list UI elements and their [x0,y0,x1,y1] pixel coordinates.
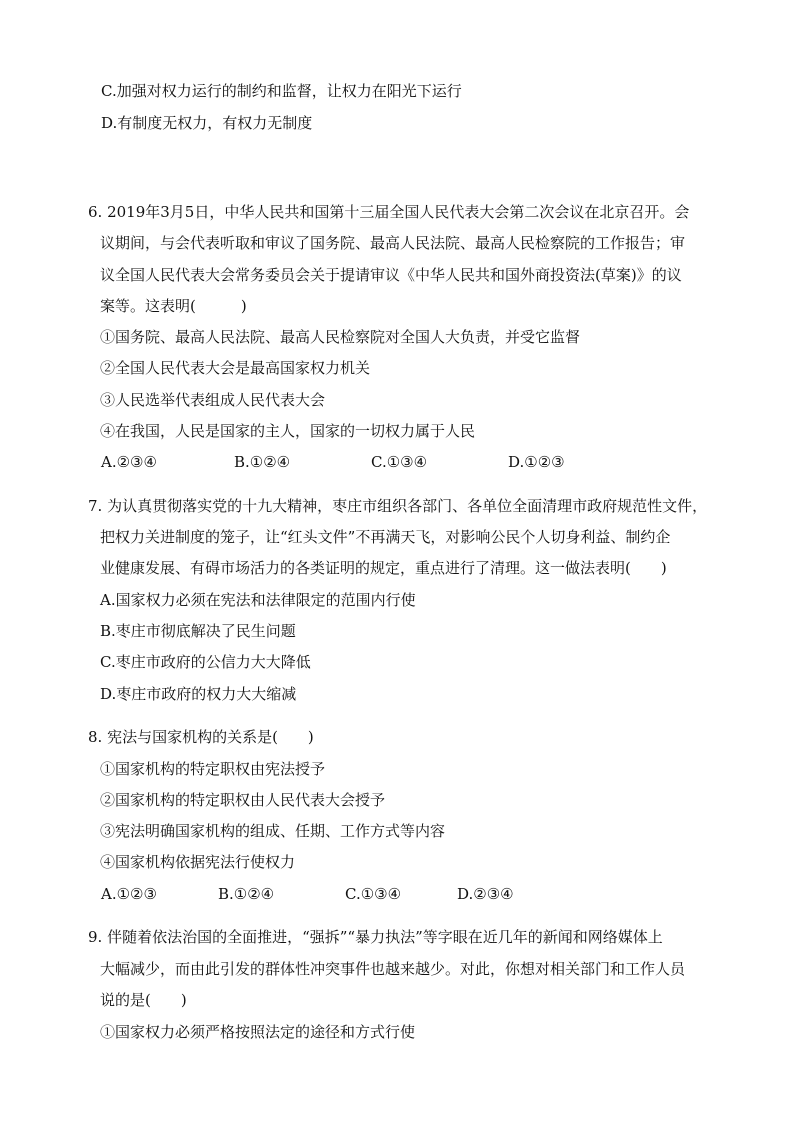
q9-stem-line-3: 说的是( ) [100,991,187,1009]
q8-choice-b: B.①②④ [218,885,275,903]
q6-item-4: ④在我国，人民是国家的主人，国家的一切权力属于人民 [100,422,476,440]
q6-choice-c: C.①③④ [371,453,428,471]
q7-option-c: C.枣庄市政府的公信力大大降低 [100,653,311,671]
q8-item-2: ②国家机构的特定职权由人民代表大会授予 [100,791,386,809]
q5-option-d: D.有制度无权力，有权力无制度 [101,114,313,132]
q8-choice-c: C.①③④ [345,885,402,903]
q9-item-1: ①国家权力必须严格按照法定的途径和方式行使 [100,1023,416,1041]
q6-stem-line-1: 6. 2019年3月5日，中华人民共和国第十三届全国人民代表大会第二次会议在北京召开。会 [88,203,690,221]
q6-item-3: ③人民选举代表组成人民代表大会 [100,391,326,409]
q8-item-3: ③宪法明确国家机构的组成、任期、工作方式等内容 [100,822,446,840]
q7-stem-line-3: 业健康发展、有碍市场活力的各类证明的规定，重点进行了清理。这一做法表明( ) [100,559,667,577]
q6-stem-line-3: 议全国人民代表大会常务委员会关于提请审议《中华人民共和国外商投资法(草案)》的议 [100,266,682,284]
q6-item-2: ②全国人民代表大会是最高国家权力机关 [100,359,371,377]
q5-option-c: C.加强对权力运行的制约和监督，让权力在阳光下运行 [101,82,462,100]
q8-choice-a: A.①②③ [101,885,157,903]
q7-stem-line-1: 7. 为认真贯彻落实党的十九大精神，枣庄市组织各部门、各单位全面清理市政府规范性文件， [88,497,708,515]
q7-stem-line-2: 把权力关进制度的笼子，让“红头文件”不再满天飞，对影响公民个人切身利益、制约企 [100,528,671,546]
q8-item-4: ④国家机构依据宪法行使权力 [100,853,296,871]
q7-option-a: A.国家权力必须在宪法和法律限定的范围内行使 [100,591,416,609]
q6-choices [0,452,794,472]
q6-choice-a: A.②③④ [101,453,157,471]
q8-choice-d: D.②③④ [457,885,514,903]
q7-option-d: D.枣庄市政府的权力大大缩减 [100,685,297,703]
q9-stem-line-1: 9. 伴随着依法治国的全面推进，“强拆”“暴力执法”等字眼在近几年的新闻和网络媒体上 [88,928,663,946]
q9-stem-line-2: 大幅减少，而由此引发的群体性冲突事件也越来越少。对此，你想对相关部门和工作人员 [100,960,686,978]
q7-option-b: B.枣庄市彻底解决了民生问题 [100,622,296,640]
q6-item-1: ①国务院、最高人民法院、最高人民检察院对全国人大负责，并受它监督 [100,328,581,346]
q6-choice-d: D.①②③ [508,453,565,471]
q6-choice-b: B.①②④ [234,453,291,471]
q8-stem: 8. 宪法与国家机构的关系是( ) [88,728,314,746]
q8-choices [0,884,794,904]
q6-stem-line-2: 议期间，与会代表听取和审议了国务院、最高人民法院、最高人民检察院的工作报告；审 [100,234,686,252]
q6-stem-line-4: 案等。这表明( ) [100,297,247,315]
q8-item-1: ①国家机构的特定职权由宪法授予 [100,760,326,778]
